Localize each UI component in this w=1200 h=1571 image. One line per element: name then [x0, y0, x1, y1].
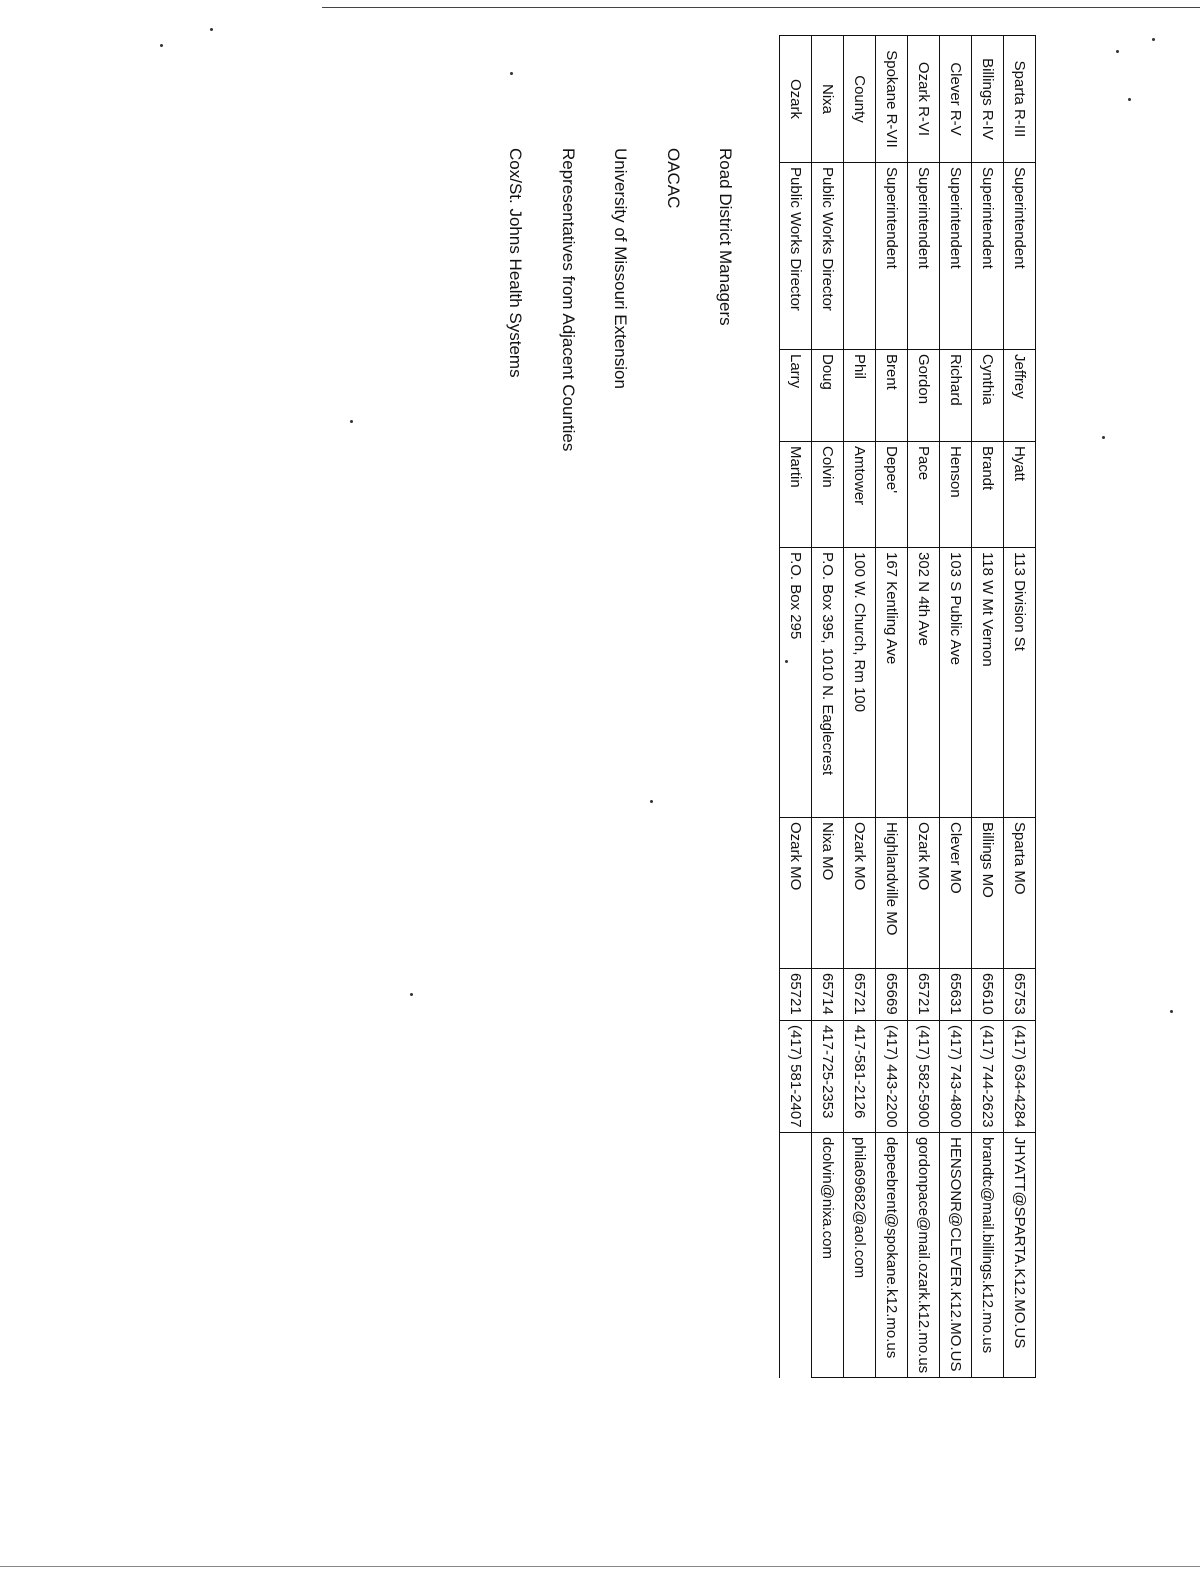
city-cell: Highlandville MO: [876, 818, 908, 969]
first-name-cell: Jeffrey: [1004, 350, 1036, 442]
zip-cell: 65714: [812, 969, 844, 1021]
scan-speck: [350, 420, 353, 423]
address-cell: 302 N 4th Ave: [908, 548, 940, 818]
scan-speck: [510, 72, 513, 75]
table-row: [1004, 36, 1036, 1378]
last-name-cell: Depee': [876, 442, 908, 548]
zip-cell: 65721: [844, 969, 876, 1021]
scan-speck: [1170, 1010, 1173, 1013]
email-cell: depeebrent@spokane.k12.mo.us: [876, 1133, 908, 1378]
email-cell: phila69682@aol.com: [844, 1133, 876, 1378]
title-cell: [844, 163, 876, 350]
zip-cell: 65610: [972, 969, 1004, 1021]
phone-cell: (417) 634-4284: [1004, 1021, 1036, 1133]
org-item: Road District Managers: [716, 148, 735, 326]
zip-cell: 65631: [940, 969, 972, 1021]
scan-speck: [650, 800, 653, 803]
first-name-cell: Doug: [812, 350, 844, 442]
title-cell: Public Works Director: [812, 163, 844, 350]
city-cell: Clever MO: [940, 818, 972, 969]
table-row: [844, 36, 876, 1378]
first-name-cell: Phil: [844, 350, 876, 442]
last-name-cell: Colvin: [812, 442, 844, 548]
email-cell: gordonpace@mail.ozark.k12.mo.us: [908, 1133, 940, 1378]
first-name-cell: Richard: [940, 350, 972, 442]
zip-cell: 65721: [780, 969, 812, 1021]
zip-cell: 65721: [908, 969, 940, 1021]
email-cell: [780, 1133, 812, 1378]
title-cell: Superintendent: [972, 163, 1004, 350]
address-cell: 167 Kentling Ave: [876, 548, 908, 818]
title-cell: Superintendent: [908, 163, 940, 350]
scan-speck: [785, 660, 788, 663]
address-cell: 103 S Public Ave: [940, 548, 972, 818]
scan-speck: [1128, 98, 1131, 101]
org-item: University of Missouri Extension: [611, 148, 630, 389]
phone-cell: 417-581-2126: [844, 1021, 876, 1133]
title-cell: Superintendent: [1004, 163, 1036, 350]
scan-speck: [210, 28, 213, 31]
phone-cell: 417-725-2353: [812, 1021, 844, 1133]
table-row: [908, 36, 940, 1378]
zip-cell: 65753: [1004, 969, 1036, 1021]
first-name-cell: Brent: [876, 350, 908, 442]
phone-cell: (417) 443-2200: [876, 1021, 908, 1133]
org-item: Cox/St. Johns Health Systems: [506, 148, 525, 378]
city-cell: Sparta MO: [1004, 818, 1036, 969]
district-cell: Ozark: [780, 36, 812, 163]
zip-cell: 65669: [876, 969, 908, 1021]
scan-speck: [160, 44, 163, 47]
last-name-cell: Henson: [940, 442, 972, 548]
scan-speck: [1116, 50, 1119, 53]
table-row: [972, 36, 1004, 1378]
table-row: [780, 36, 812, 1378]
title-cell: Superintendent: [940, 163, 972, 350]
phone-cell: (417) 744-2623: [972, 1021, 1004, 1133]
address-cell: P.O. Box 295: [780, 548, 812, 818]
title-cell: Superintendent: [876, 163, 908, 350]
district-cell: Sparta R-III: [1004, 36, 1036, 163]
district-cell: Spokane R-VII: [876, 36, 908, 163]
phone-cell: (417) 581-2407: [780, 1021, 812, 1133]
first-name-cell: Cynthia: [972, 350, 1004, 442]
title-cell: Public Works Director: [780, 163, 812, 350]
last-name-cell: Martin: [780, 442, 812, 548]
first-name-cell: Larry: [780, 350, 812, 442]
address-cell: 113 Division St: [1004, 548, 1036, 818]
first-name-cell: Gordon: [908, 350, 940, 442]
district-cell: Ozark R-VI: [908, 36, 940, 163]
scan-speck: [1152, 38, 1155, 41]
email-cell: JHYATT@SPARTA.K12.MO.US: [1004, 1133, 1036, 1378]
last-name-cell: Brandt: [972, 442, 1004, 548]
scan-speck: [1102, 436, 1105, 439]
address-cell: P.O. Box 395, 1010 N. Eaglecrest: [812, 548, 844, 818]
table-row: [940, 36, 972, 1378]
phone-cell: (417) 743-4800: [940, 1021, 972, 1133]
table-row: [812, 36, 844, 1378]
city-cell: Nixa MO: [812, 818, 844, 969]
district-cell: Nixa: [812, 36, 844, 163]
scan-speck: [410, 993, 413, 996]
email-cell: dcolvin@nixa.com: [812, 1133, 844, 1378]
last-name-cell: Hyatt: [1004, 442, 1036, 548]
city-cell: Ozark MO: [908, 818, 940, 969]
contacts-table: [779, 35, 1036, 1378]
address-cell: 118 W Mt Vernon: [972, 548, 1004, 818]
city-cell: Ozark MO: [780, 818, 812, 969]
org-item: Representatives from Adjacent Counties: [559, 148, 578, 452]
org-item: OACAC: [664, 148, 683, 209]
address-cell: 100 W. Church, Rm 100: [844, 548, 876, 818]
district-cell: Clever R-V: [940, 36, 972, 163]
email-cell: brandtc@mail.billings.k12.mo.us: [972, 1133, 1004, 1378]
phone-cell: (417) 582-5900: [908, 1021, 940, 1133]
last-name-cell: Pace: [908, 442, 940, 548]
email-cell: HENSONR@CLEVER.K12.MO.US: [940, 1133, 972, 1378]
district-cell: County: [844, 36, 876, 163]
district-cell: Billings R-IV: [972, 36, 1004, 163]
table-row: [876, 36, 908, 1378]
last-name-cell: Amtower: [844, 442, 876, 548]
city-cell: Ozark MO: [844, 818, 876, 969]
city-cell: Billings MO: [972, 818, 1004, 969]
